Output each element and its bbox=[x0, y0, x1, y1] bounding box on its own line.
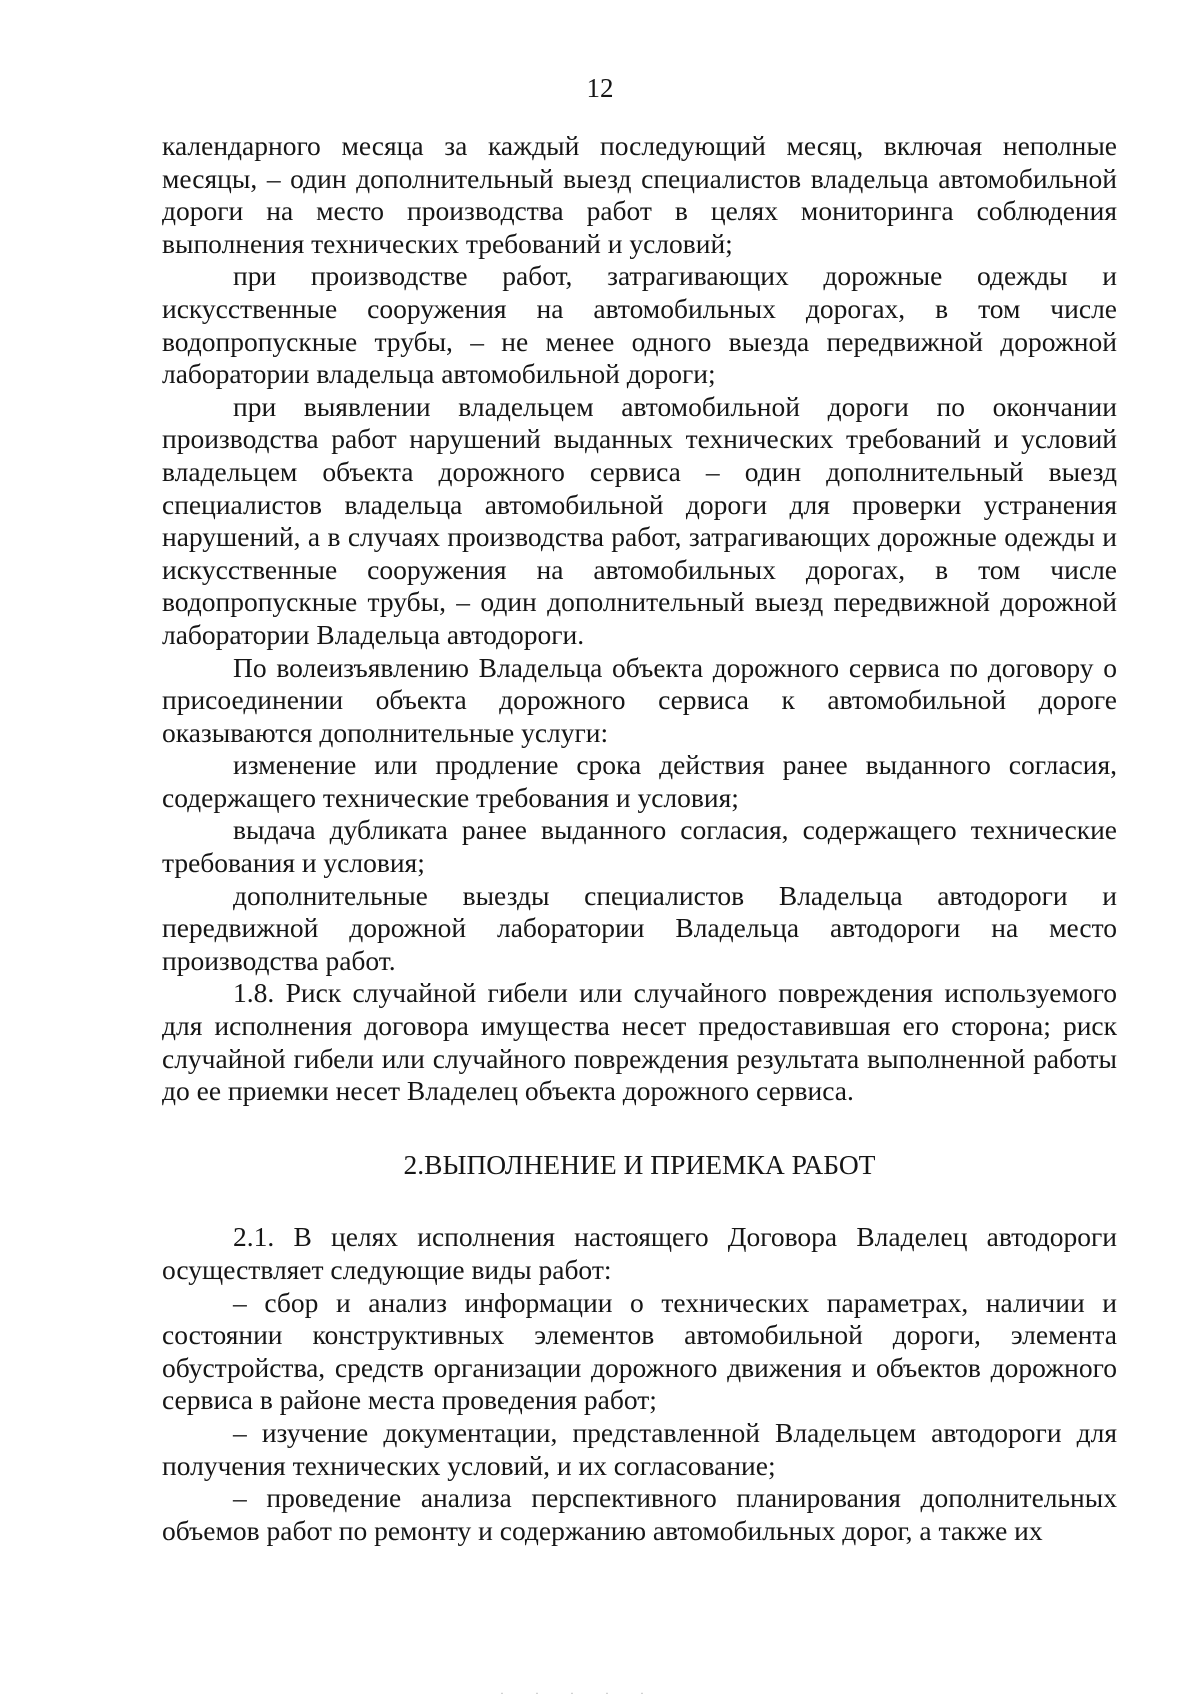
paragraph-clause-1-8: 1.8. Риск случайной гибели или случайного повреждения используемого для исполнения договора имущества несет предоставившая его сторона; риск случайной гибели или случайного повреждения результата выполненной работы до ее приемки несет Владелец объекта дорожного сервиса. bbox=[162, 977, 1117, 1107]
document-body bbox=[162, 130, 1117, 1547]
list-item: – проведение анализа перспективного планирования дополнительных объемов работ по ремонту и содержанию автомобильных дорог, а также их bbox=[162, 1482, 1117, 1546]
paragraph: изменение или продление срока действия ранее выданного согласия, содержащего технические требования и условия; bbox=[162, 749, 1117, 813]
paragraph: при производстве работ, затрагивающих дорожные одежды и искусственные сооружения на автомобильных дорогах, в том числе водопропускные трубы, – не менее одного выезда передвижной дорожной лаборатории владельца автомобильной дороги; bbox=[162, 260, 1117, 390]
paragraph: выдача дубликата ранее выданного согласия, содержащего технические требования и условия; bbox=[162, 814, 1117, 879]
list-item: – изучение документации, представленной Владельцем автодороги для получения технических условий, и их согласование; bbox=[162, 1416, 1117, 1481]
page-number: 12 bbox=[586, 73, 614, 103]
section-heading: 2.ВЫПОЛНЕНИЕ И ПРИЕМКА РАБОТ bbox=[403, 1148, 876, 1180]
scan-artifact-marks: · · · · · bbox=[500, 1686, 658, 1700]
paragraph: при выявлении владельцем автомобильной дороги по окончании производства работ нарушений выданных технических требований и условий владельцем объекта дорожного сервиса – один дополнительный выезд специалистов владельца автомобильной дороги для проверки устранения нарушений, а в случаях производства работ, затрагивающих дорожные одежды и искусственные сооружения на автомобильных дорогах, в том числе водопропускные трубы, – один дополнительный выезд передвижной дорожной лаборатории Владельца автодороги. bbox=[162, 390, 1117, 650]
paragraph: По волеизъявлению Владельца объекта дорожного сервиса по договору о присоединении объекта дорожного сервиса к автомобильной дороге оказываются дополнительные услуги: bbox=[162, 651, 1117, 748]
paragraph: дополнительные выезды специалистов Владельца автодороги и передвижной дорожной лаборатории Владельца автодороги на место производства работ. bbox=[162, 879, 1117, 976]
paragraph-clause-2-1: 2.1. В целях исполнения настоящего Договора Владелец автодороги осуществляет следующие виды работ: bbox=[162, 1221, 1117, 1285]
list-item: – сбор и анализ информации о технических параметрах, наличии и состоянии конструктивных элементов автомобильной дороги, элемента обустройства, средств организации дорожного движения и объектов дорожного сервиса в районе места проведения работ; bbox=[162, 1286, 1117, 1416]
paragraph-continuation: календарного месяца за каждый последующий месяц, включая неполные месяцы, – один дополнительный выезд специалистов владельца автомобильной дороги на место производства работ в целях мониторинга соблюдения выполнения технических требований и условий; bbox=[162, 130, 1117, 259]
